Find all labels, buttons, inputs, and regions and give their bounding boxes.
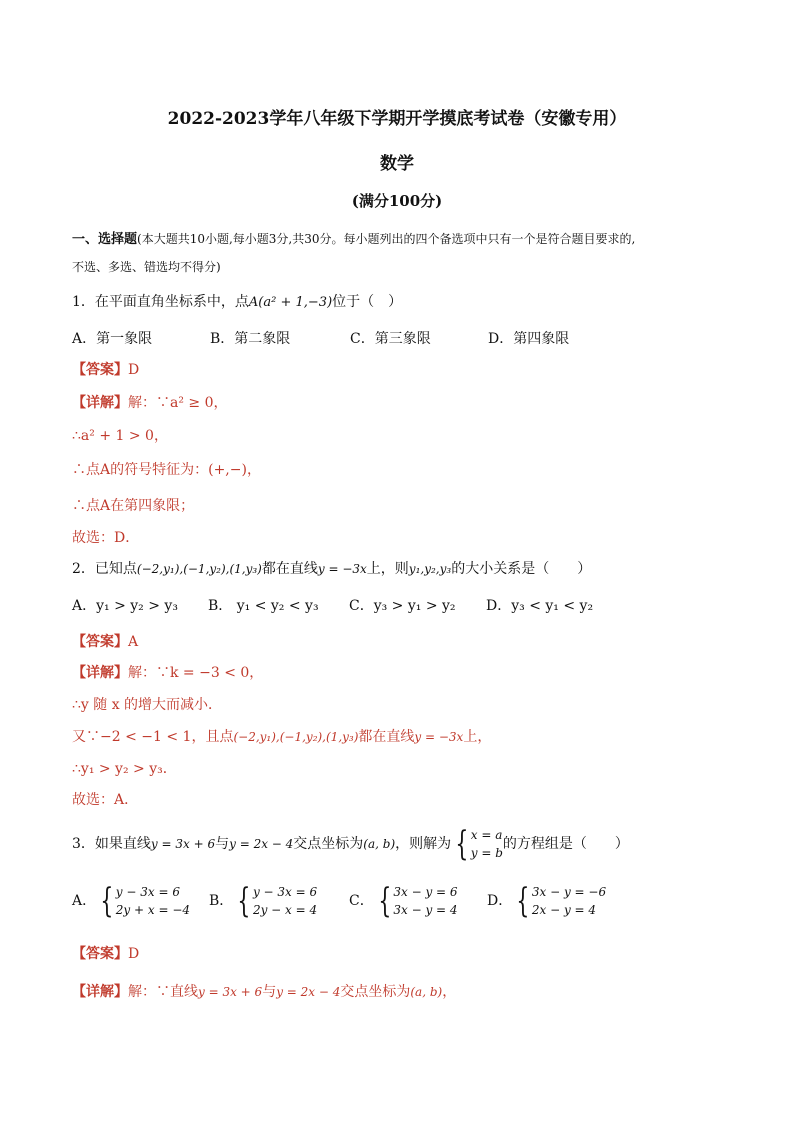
q2-stem-mid-2: 上，则 xyxy=(366,561,409,577)
section-label: 一、选择题 xyxy=(72,232,138,247)
q2-stem xyxy=(72,560,591,578)
q1-answer-tag: 【答案】 xyxy=(72,362,128,378)
q3-option-a-system xyxy=(116,883,190,919)
q2-detail-line-1: 解：∵k = −3 < 0， xyxy=(128,665,264,681)
q1-stem-math: A(a² + 1,−3) xyxy=(248,295,333,310)
q1-options xyxy=(72,330,569,348)
q3-option-c-brace: { xyxy=(378,881,392,921)
q2-detail-3-line: y = −3x xyxy=(414,730,464,744)
q3-option-b-label: B． xyxy=(209,893,234,909)
q3-option-b xyxy=(209,883,349,919)
q3-stem-math-1: y = 3x + 6 xyxy=(150,837,216,851)
q2-detail-3-math: (−2,y₁),(−1,y₂),(1,y₃) xyxy=(233,730,359,744)
q3-option-d xyxy=(487,883,606,919)
q1-option-d: D．第四象限 xyxy=(488,331,570,347)
q3-option-c-eq-2: 3x − y = 4 xyxy=(393,903,458,917)
q2-answer-tag: 【答案】 xyxy=(72,634,128,650)
q1-option-c: C．第三象限 xyxy=(350,331,431,347)
q3-options xyxy=(72,883,606,919)
q3-answer xyxy=(72,945,139,963)
q2-stem-pre: 2．已知点 xyxy=(72,561,137,577)
q1-answer xyxy=(72,361,139,379)
q3-detail-1-line-2: y = 2x − 4 xyxy=(276,985,341,999)
section-desc-1: (本大题共10小题,每小题3分,共30分。每小题列出的四个备选项中只有一个是符合题目要求的, xyxy=(137,232,636,246)
q2-detail-3-d: 上， xyxy=(463,729,492,745)
q3-detail-1-point: (a, b) xyxy=(410,985,443,999)
q3-detail-1-c: 与 xyxy=(262,984,277,1000)
q3-option-c-label: C． xyxy=(349,893,374,909)
q3-stem-post: 的方程组是（ ） xyxy=(502,836,629,852)
q2-detail-2: ∴y 随 x 的增大而减小． xyxy=(72,697,223,713)
q1-detail-3: ∴点A的符号特征为：(+,−)， xyxy=(72,462,261,478)
q1-detail-4: ∴点A在第四象限； xyxy=(72,498,195,514)
q3-detail-1-g: ， xyxy=(442,984,457,1000)
q3-option-b-eq-2: 2y − x = 4 xyxy=(252,903,318,917)
q1-detail-2: ∴a² + 1 > 0， xyxy=(72,428,168,444)
q3-detail-1-a: 解：∵直线 xyxy=(128,984,198,1000)
q3-option-d-label: D． xyxy=(487,893,513,909)
q3-stem-pre: 3．如果直线 xyxy=(72,836,151,852)
q3-option-c xyxy=(349,883,487,919)
q2-options xyxy=(72,597,593,615)
q2-option-c: C．y₃ > y₁ > y₂ xyxy=(349,598,456,614)
q2-stem-math-2: y = −3x xyxy=(317,562,367,576)
q1-option-b: B．第二象限 xyxy=(210,331,291,347)
q3-option-d-system xyxy=(532,883,606,919)
q1-detail-5: 故选：D． xyxy=(72,530,140,546)
q3-detail-tag: 【详解】 xyxy=(72,984,128,1000)
q3-stem xyxy=(72,826,629,862)
q3-stem-system-1: x = a xyxy=(470,828,503,842)
section-desc-2: 不选、多选、错选均不得分) xyxy=(72,260,221,274)
q1-detail-line-1: 解：∵a² ≥ 0， xyxy=(128,395,228,411)
q2-stem-math-1: (−2,y₁),(−1,y₂),(1,y₃) xyxy=(136,562,262,576)
q2-option-d: D．y₃ < y₁ < y₂ xyxy=(486,598,594,614)
q1-detail-1 xyxy=(72,394,228,412)
q3-detail-1-e: 交点坐标为 xyxy=(340,984,411,1000)
q3-stem-system-2: y = b xyxy=(470,846,503,860)
q1-answer-value: D xyxy=(128,362,140,378)
q3-stem-mid-1: 与 xyxy=(215,836,230,852)
section-header xyxy=(72,230,635,249)
q3-stem-system xyxy=(471,826,503,862)
q3-option-b-system xyxy=(253,883,317,919)
q2-detail-3 xyxy=(72,728,491,746)
q3-option-d-eq-2: 2x − y = 4 xyxy=(531,903,597,917)
q3-option-d-eq-1: 3x − y = −6 xyxy=(531,885,607,899)
q2-detail-tag: 【详解】 xyxy=(72,665,128,681)
subject-title: 数学 xyxy=(380,154,414,174)
q2-option-b: B． y₁ < y₂ < y₃ xyxy=(208,598,319,614)
q3-option-b-brace: { xyxy=(237,881,251,921)
q3-answer-tag: 【答案】 xyxy=(72,946,128,962)
q3-detail-1-line-1: y = 3x + 6 xyxy=(198,985,263,999)
q3-option-a-eq-1: y − 3x = 6 xyxy=(115,885,180,899)
q3-option-c-eq-1: 3x − y = 6 xyxy=(393,885,458,899)
q1-stem-post: 位于（ ） xyxy=(332,294,403,310)
q3-option-a-eq-2: 2y + x = −4 xyxy=(115,903,191,917)
q3-answer-value: D xyxy=(128,946,140,962)
q3-stem-math-2: y = 2x − 4 xyxy=(229,837,294,851)
q3-option-b-eq-1: y − 3x = 6 xyxy=(252,885,318,899)
q2-stem-mid-1: 都在直线 xyxy=(261,561,318,577)
q2-detail-3-b: 都在直线 xyxy=(358,729,415,745)
q3-stem-mid-3: ，则解为 xyxy=(395,836,452,852)
q2-detail-3-a: 又∵−2 < −1 < 1，且点 xyxy=(72,729,234,745)
q3-stem-mid-2: 交点坐标为 xyxy=(293,836,364,852)
q3-option-c-system xyxy=(393,883,457,919)
q2-option-a: A．y₁ > y₂ > y₃ xyxy=(72,598,178,614)
q3-stem-math-3: (a, b) xyxy=(363,837,396,851)
q2-detail-5: 故选：A． xyxy=(72,792,139,808)
q3-option-a-label: A． xyxy=(72,893,97,909)
q2-stem-math-3: y₁,y₂,y₃ xyxy=(408,562,452,576)
exam-title: 2022-2023学年八年级下学期开学摸底考试卷（安徽专用） xyxy=(167,109,627,129)
q3-stem-brace: { xyxy=(455,824,469,864)
q1-stem xyxy=(72,293,402,312)
q2-stem-post: 的大小关系是（ ） xyxy=(451,561,592,577)
score-note: (满分100分) xyxy=(351,192,443,210)
q2-detail-1 xyxy=(72,664,263,682)
q3-option-a xyxy=(72,883,209,919)
q3-option-a-brace: { xyxy=(100,881,114,921)
q1-stem-pre: 1．在平面直角坐标系中，点 xyxy=(72,294,249,310)
q3-detail-1 xyxy=(72,983,456,1001)
q1-option-a: A．第一象限 xyxy=(72,331,153,347)
q1-detail-tag: 【详解】 xyxy=(72,395,128,411)
q2-detail-4: ∴y₁ > y₂ > y₃． xyxy=(72,761,177,777)
q2-answer-value: A xyxy=(128,634,139,650)
q2-answer xyxy=(72,633,138,651)
q3-option-d-brace: { xyxy=(516,881,530,921)
